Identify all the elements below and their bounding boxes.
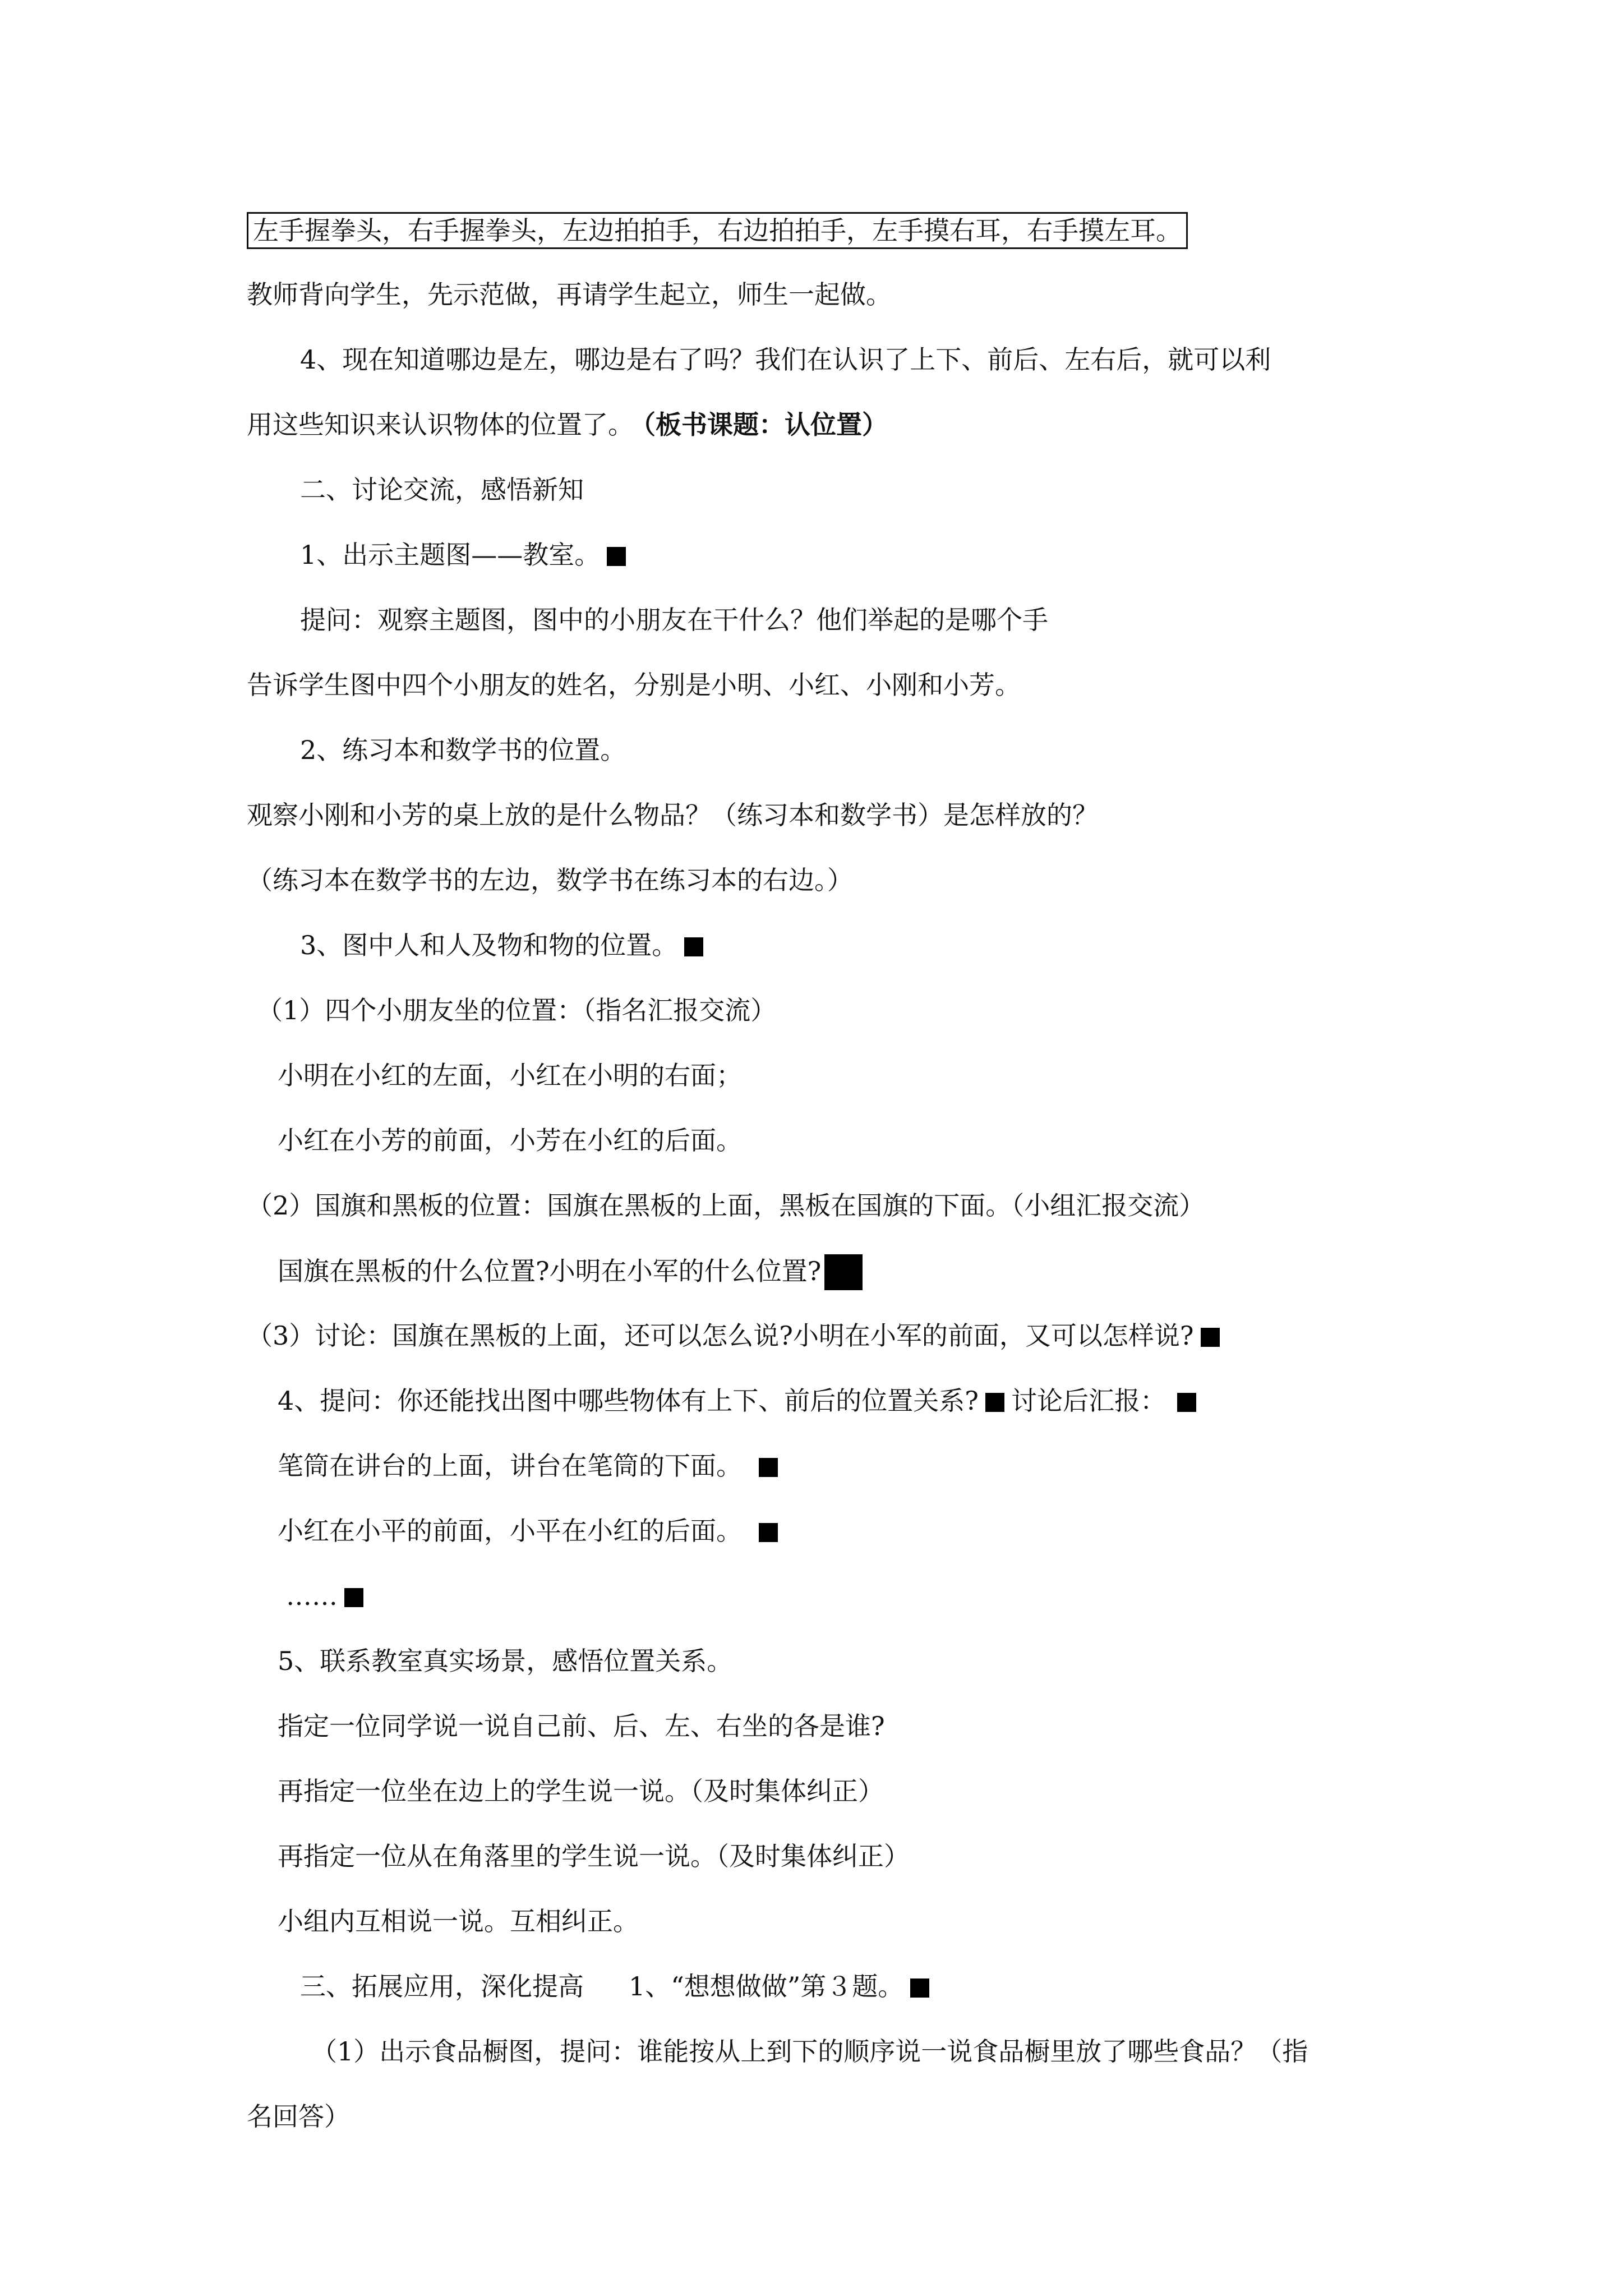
paragraph-line (278, 1254, 863, 1287)
paragraph-line (278, 1840, 910, 1872)
section-heading (300, 473, 584, 506)
text-line: 名回答） (247, 2101, 350, 2132)
text-line: 提问：观察主题图，图中的小朋友在干什么？他们举起的是哪个手 (300, 605, 1048, 635)
boxed-instruction (247, 212, 1188, 249)
text-line: 左手握拳头，右手握拳头，左边拍拍手，右边拍拍手，左手摸右耳，右手摸左耳。 (253, 215, 1182, 246)
text-line: 再指定一位从在角落里的学生说一说。（及时集体纠正） (278, 1841, 910, 1871)
text-line: （1）四个小朋友坐的位置：（指名汇报交流） (257, 995, 777, 1025)
placeholder-square-icon (607, 547, 626, 566)
paragraph-line (278, 1710, 885, 1742)
text-line: 1、“想想做做”第３题。 (629, 1971, 904, 2001)
paragraph-line (300, 604, 1048, 636)
text-line: 3、图中人和人及物和物的位置。 (300, 930, 678, 960)
paragraph-line (278, 1775, 884, 1807)
text-line: 4、提问：你还能找出图中哪些物体有上下、前后的位置关系? (278, 1386, 979, 1416)
text-line: 讨论后汇报： (1011, 1386, 1166, 1416)
paragraph-line (278, 1905, 639, 1938)
paragraph-line (247, 864, 853, 896)
text-line: 5、联系教室真实场景，感悟位置关系。 (278, 1646, 733, 1676)
placeholder-square-icon (1201, 1328, 1220, 1347)
placeholder-square-icon (684, 937, 703, 956)
text-line: 三、拓展应用，深化提高 (300, 1971, 584, 2001)
paragraph-line (300, 734, 626, 766)
text-line: 小组内互相说一说。互相纠正。 (278, 1906, 639, 1936)
placeholder-square-icon (910, 1978, 929, 1998)
text-line: 小红在小平的前面，小平在小红的后面。 (278, 1516, 742, 1546)
paragraph-line (257, 994, 776, 1027)
paragraph-line (247, 1319, 1220, 1352)
text-line: 再指定一位坐在边上的学生说一说。（及时集体纠正） (278, 1776, 884, 1806)
text-line: 观察小刚和小芳的桌上放的是什么物品？（练习本和数学书）是怎样放的？ (247, 800, 1098, 830)
text-line: 1、出示主题图——教室。 (300, 540, 601, 570)
text-line: 告诉学生图中四个小朋友的姓名，分别是小明、小红、小刚和小芳。 (247, 670, 1021, 700)
paragraph-line (247, 799, 1098, 831)
text-line: …… (286, 1581, 338, 1611)
text-line: 笔筒在讲台的上面，讲台在笔筒的下面。 (278, 1451, 742, 1481)
paragraph-line (300, 343, 1271, 376)
paragraph-line (278, 1450, 778, 1482)
paragraph-line (300, 929, 703, 961)
placeholder-square-icon (759, 1458, 778, 1477)
paragraph-line (247, 2100, 350, 2133)
placeholder-square-icon (985, 1393, 1004, 1412)
paragraph-line (311, 2035, 1308, 2068)
text-line: 指定一位同学说一说自己前、后、左、右坐的各是谁? (278, 1711, 885, 1741)
section-heading (300, 1970, 929, 2003)
paragraph-line (278, 1059, 742, 1092)
text-line: （练习本在数学书的左边，数学书在练习本的右边。） (247, 865, 853, 895)
text-line: 二、讨论交流，感悟新知 (300, 475, 584, 505)
paragraph-line (278, 1124, 742, 1157)
text-line: （1）出示食品橱图，提问：谁能按从上到下的顺序说一说食品橱里放了哪些食品？（指 (311, 2036, 1308, 2067)
paragraph-line (278, 1645, 732, 1677)
placeholder-square-icon (344, 1588, 363, 1607)
text-line: （2）国旗和黑板的位置：国旗在黑板的上面，黑板在国旗的下面。（小组汇报交流） (247, 1190, 1205, 1221)
paragraph-line (247, 669, 1021, 701)
bold-heading: （板书课题：认位置） (643, 409, 888, 440)
text-line: 2、练习本和数学书的位置。 (300, 735, 626, 765)
text-line: 教师背向学生，先示范做，再请学生起立，师生一起做。 (247, 279, 892, 310)
text-line: 小明在小红的左面，小红在小明的右面； (278, 1060, 742, 1091)
paragraph-line (278, 1384, 1196, 1417)
paragraph-line (286, 1580, 363, 1612)
paragraph-line (247, 1189, 1205, 1222)
text-line: 4、现在知道哪边是左，哪边是右了吗？我们在认识了上下、前后、左右后，就可以利 (300, 344, 1271, 375)
paragraph-line (247, 408, 888, 441)
paragraph-line (247, 278, 892, 311)
paragraph-line (300, 539, 626, 571)
placeholder-square-icon (1177, 1393, 1196, 1412)
placeholder-square-icon (824, 1254, 863, 1290)
text-line: 用这些知识来认识物体的位置了。 (247, 409, 634, 440)
placeholder-square-icon (759, 1523, 778, 1542)
text-line: 国旗在黑板的什么位置?小明在小军的什么位置? (278, 1256, 822, 1286)
text-line: （3）讨论：国旗在黑板的上面，还可以怎么说?小明在小军的前面，又可以怎样说? (247, 1320, 1194, 1351)
text-line: 小红在小芳的前面，小芳在小红的后面。 (278, 1125, 742, 1156)
paragraph-line (278, 1515, 778, 1547)
